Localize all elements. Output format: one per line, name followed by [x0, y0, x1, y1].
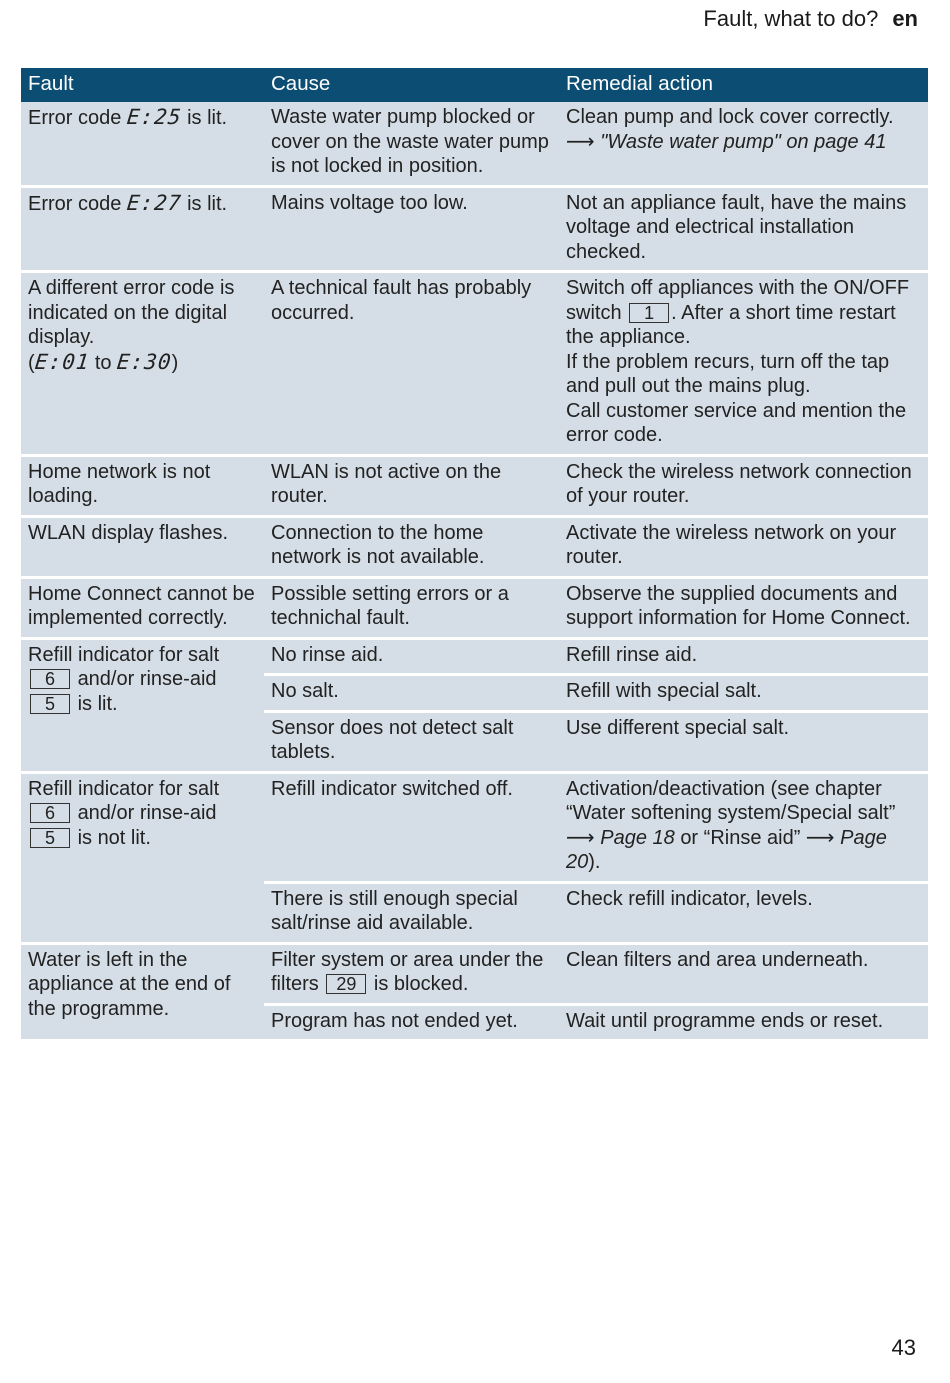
fault-text: Error code [28, 192, 122, 215]
cause-cell: No rinse aid. [264, 638, 559, 675]
remedy-cell: Clean filters and area underneath. [559, 943, 928, 1004]
remedy-cell: Check the wireless network connection of your router. [559, 455, 928, 516]
table-row [21, 455, 928, 516]
cause-cell: No salt. [264, 675, 559, 712]
remedy-cell: Observe the supplied documents and support information for Home Connect. [559, 577, 928, 638]
remedy-text: or “Rinse aid” [680, 826, 801, 849]
remedy-cell [559, 772, 928, 882]
cause-cell: Waste water pump blocked or cover on the waste water pump is not locked in position. [264, 102, 559, 186]
fault-text: A different error code is indicated on the digital display. [28, 277, 235, 348]
error-code-display: E:01 [33, 349, 91, 374]
cause-cell: Connection to the home network is not available. [264, 516, 559, 577]
cause-cell: Program has not ended yet. [264, 1004, 559, 1039]
arrow-right-icon: ⟶ [805, 826, 835, 849]
remedy-cell: Use different special salt. [559, 711, 928, 772]
remedy-text: ). [588, 851, 601, 873]
remedy-cell: Refill with special salt. [559, 675, 928, 712]
page-reference-link[interactable]: Page 20 [566, 826, 887, 873]
remedy-cell [559, 102, 928, 186]
fault-text: is lit. [187, 192, 228, 215]
remedy-text: Switch off appliances with the ON/OFF switch [566, 277, 910, 324]
arrow-right-icon: ⟶ [566, 826, 595, 849]
fault-text: Error code [28, 107, 122, 129]
remedy-text: . After a short time restart the appliance. [566, 301, 896, 348]
table-row [21, 577, 928, 638]
fault-cell [21, 638, 264, 772]
table-row [21, 943, 928, 1004]
fault-cell: Home Connect cannot be implemented correctly. [21, 577, 264, 638]
remedy-cell: Check refill indicator, levels. [559, 882, 928, 943]
cause-text: is blocked. [373, 973, 469, 995]
cause-cell: Sensor does not detect salt tablets. [264, 711, 559, 772]
table-header-row [21, 68, 928, 102]
salt-indicator-ref-box: 6 [30, 803, 70, 823]
page-number: 43 [891, 1335, 916, 1360]
fault-text: is lit. [77, 692, 118, 715]
section-title: Fault, what to do? [703, 6, 879, 31]
cause-cell: WLAN is not active on the router. [264, 455, 559, 516]
header-fault: Fault [21, 68, 264, 102]
cause-cell: There is still enough special salt/rinse aid available. [264, 882, 559, 943]
fault-text: Refill indicator for salt [28, 777, 220, 800]
remedy-text: Activation/deactivation (see chapter “Water softening system/Special salt” [566, 777, 896, 824]
page-reference-link[interactable]: Page 18 [600, 826, 675, 849]
fault-cell: Water is left in the appliance at the end of the programme. [21, 943, 264, 1039]
fault-text: is lit. [187, 107, 228, 129]
fault-text: and/or rinse-aid [77, 668, 217, 690]
error-code-display: E:27 [125, 190, 183, 215]
cause-cell: A technical fault has probably occurred. [264, 272, 559, 456]
cause-cell [264, 943, 559, 1004]
fault-cell: A different error code is indicated on the digital display. (E:01 to E:30) [21, 272, 264, 456]
table-row [21, 516, 928, 577]
rinse-aid-indicator-ref-box: 5 [30, 694, 70, 714]
arrow-right-icon: ⟶ [566, 130, 595, 153]
remedy-cell: Refill rinse aid. [559, 638, 928, 675]
cause-text: Filter system or area under the filters [271, 948, 544, 995]
fault-text: is not lit. [77, 826, 151, 849]
fault-cell [21, 186, 264, 272]
language-tag: en [892, 6, 918, 31]
table-row [21, 186, 928, 272]
fault-cell: WLAN display flashes. [21, 516, 264, 577]
remedy-text: Clean pump and lock cover correctly. [566, 106, 894, 128]
error-code-display: E:25 [125, 105, 183, 129]
remedy-cell: Activate the wireless network on your router. [559, 516, 928, 577]
table-row [21, 638, 928, 675]
fault-text: Refill indicator for salt [28, 643, 220, 666]
fault-text: to [94, 351, 112, 374]
remedy-text: Call customer service and mention the error code. [566, 399, 907, 446]
table-row [21, 102, 928, 186]
fault-cell [21, 102, 264, 186]
rinse-aid-indicator-ref-box: 5 [30, 828, 70, 848]
salt-indicator-ref-box: 6 [30, 669, 70, 689]
remedy-cell: Wait until programme ends or reset. [559, 1004, 928, 1039]
table-row [21, 272, 928, 456]
on-off-switch-ref-box: 1 [629, 303, 669, 323]
page-header [703, 6, 918, 32]
filter-ref-box: 29 [326, 974, 366, 994]
page-reference-link[interactable]: "Waste water pump" on page 41 [600, 130, 887, 153]
cause-cell: Mains voltage too low. [264, 186, 559, 272]
fault-cell: Home network is not loading. [21, 455, 264, 516]
cause-cell: Possible setting errors or a technichal fault. [264, 577, 559, 638]
fault-table [21, 68, 928, 1039]
header-remedy: Remedial action [559, 68, 928, 102]
remedy-cell: Not an appliance fault, have the mains voltage and electrical installation checked. [559, 186, 928, 272]
fault-text: and/or rinse-aid [77, 802, 217, 824]
error-code-display: E:30 [115, 349, 173, 374]
cause-cell: Refill indicator switched off. [264, 772, 559, 882]
remedy-text: If the problem recurs, turn off the tap and pull out the mains plug. [566, 350, 890, 397]
header-cause: Cause [264, 68, 559, 102]
table-row [21, 772, 928, 882]
remedy-cell [559, 272, 928, 456]
fault-cell [21, 772, 264, 943]
